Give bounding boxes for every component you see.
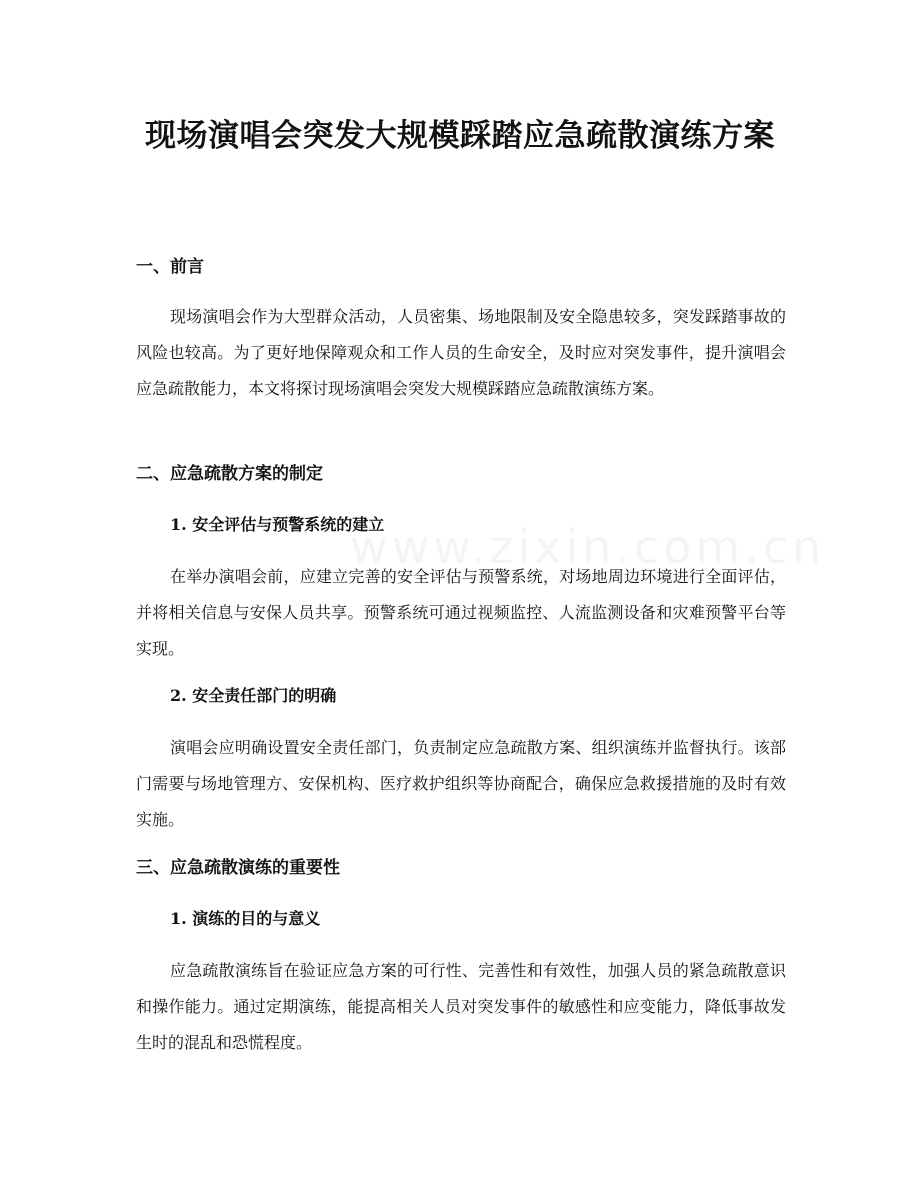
subsection-heading-responsibility: 2. 安全责任部门的明确 bbox=[170, 686, 337, 705]
section-heading-plan: 二、应急疏散方案的制定 bbox=[136, 464, 323, 484]
document-title: 现场演唱会突发大规模踩踏应急疏散演练方案 bbox=[145, 118, 775, 154]
subsection-paragraph-purpose: 应急疏散演练旨在验证应急方案的可行性、完善性和有效性，加强人员的紧急疏散意识和操作能力。通过定期演练，能提高相关人员对突发事件的敏感性和应变能力，降低事故发生时的混乱和恐慌程度。 bbox=[136, 961, 786, 1052]
subsection-heading-purpose: 1. 演练的目的与意义 bbox=[170, 909, 321, 928]
subsection-heading-assessment: 1. 安全评估与预警系统的建立 bbox=[170, 515, 385, 534]
subsection-paragraph-assessment: 在举办演唱会前，应建立完善的安全评估与预警系统，对场地周边环境进行全面评估，并将相关信息与安保人员共享。预警系统可通过视频监控、人流监测设备和灾难预警平台等实现。 bbox=[136, 567, 786, 658]
section-paragraph-preface: 现场演唱会作为大型群众活动，人员密集、场地限制及安全隐患较多，突发踩踏事故的风险也较高。为了更好地保障观众和工作人员的生命安全，及时应对突发事件，提升演唱会应急疏散能力，本文将探讨现场演唱会突发大规模踩踏应急疏散演练方案。 bbox=[136, 307, 786, 398]
section-heading-preface: 一、前言 bbox=[136, 257, 204, 277]
subsection-paragraph-responsibility: 演唱会应明确设置安全责任部门，负责制定应急疏散方案、组织演练并监督执行。该部门需要与场地管理方、安保机构、医疗救护组织等协商配合，确保应急救援措施的及时有效实施。 bbox=[136, 738, 786, 829]
section-heading-importance: 三、应急疏散演练的重要性 bbox=[136, 858, 340, 878]
